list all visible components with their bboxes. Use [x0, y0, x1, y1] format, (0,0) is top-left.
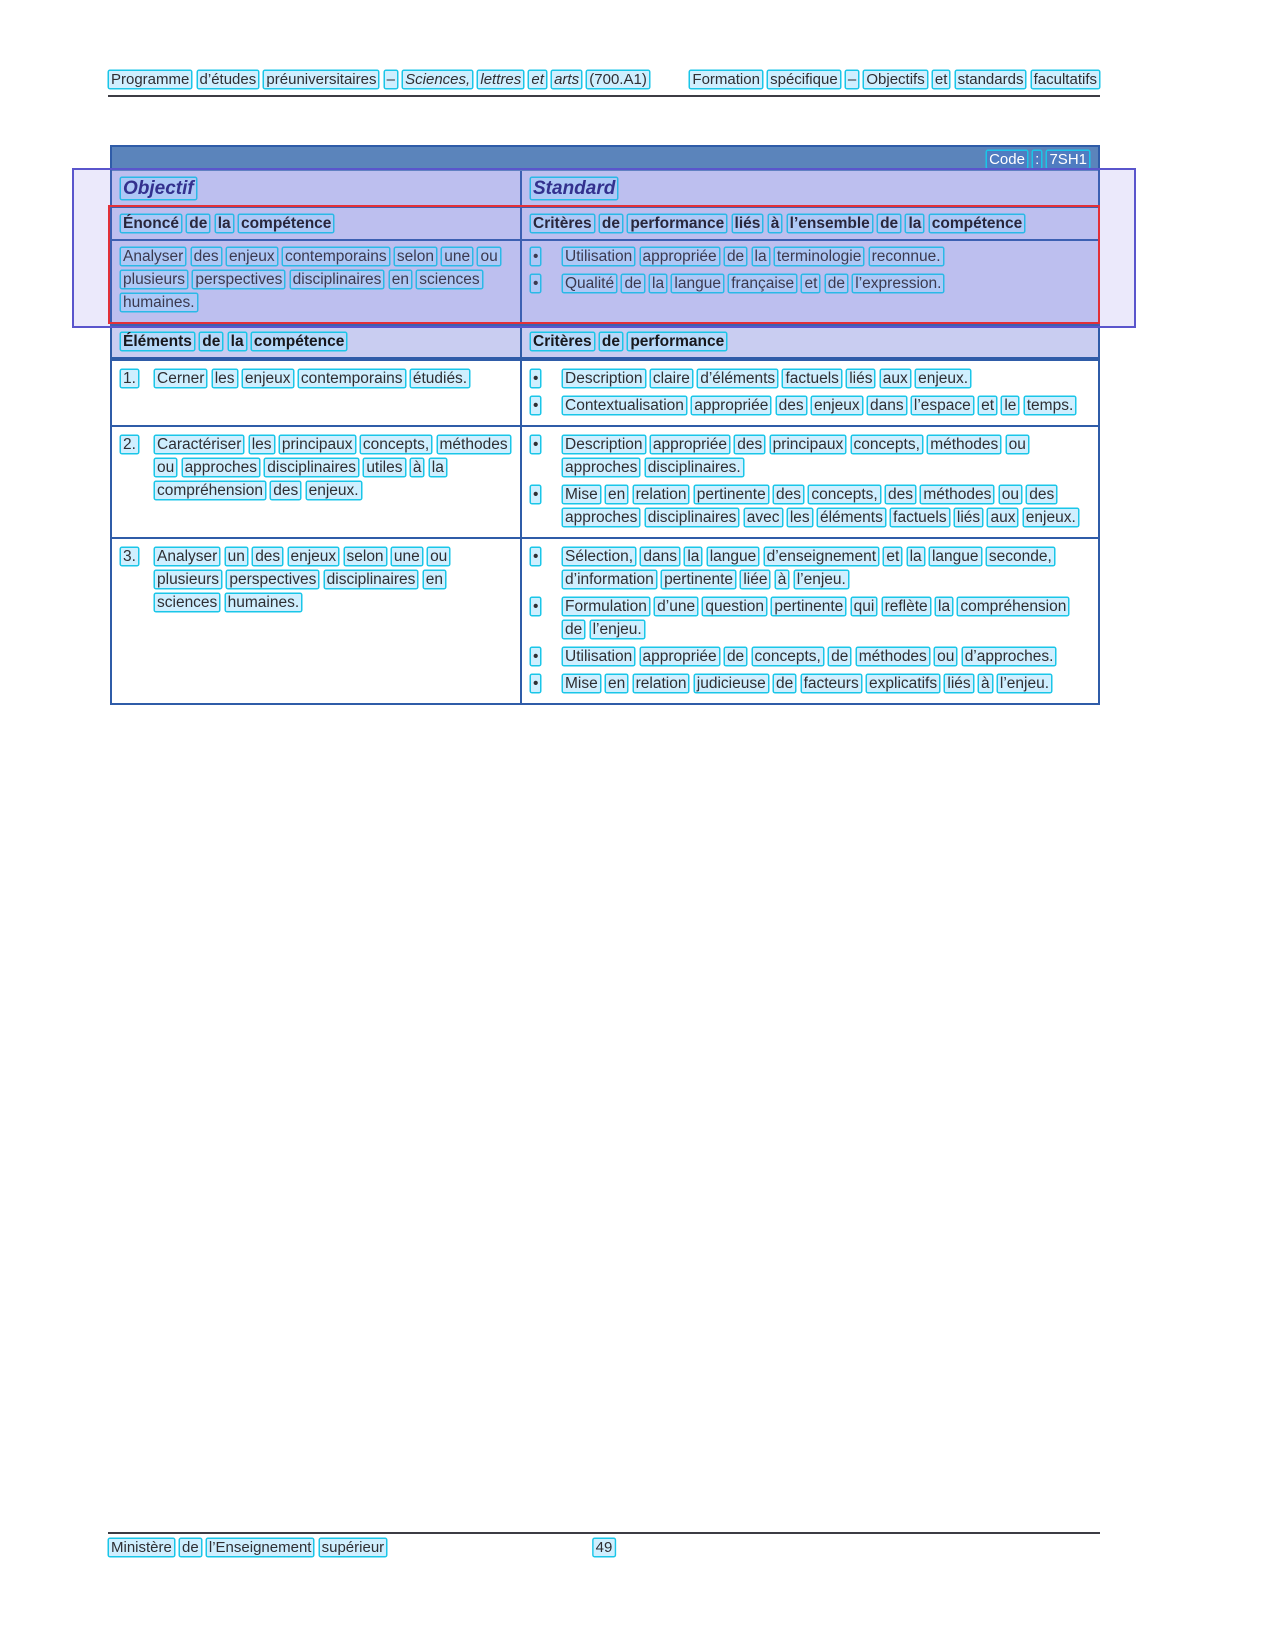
bullet-icon: •	[533, 436, 539, 453]
elements-header-row	[112, 324, 1098, 359]
element-cell	[112, 361, 520, 425]
critere-text: Description claire d’éléments factuels liés aux enjeux.	[565, 370, 969, 387]
bullet-icon: •	[533, 275, 539, 292]
criteres-cell	[520, 427, 1098, 537]
critere-text: Qualité de la langue française et de l’expression.	[565, 275, 942, 292]
criteres-header: Critères de performance	[520, 326, 1098, 357]
critere-item	[530, 433, 1090, 479]
critere-text: Mise en relation judicieuse de facteurs explicatifs liés à l’enjeu.	[565, 675, 1050, 692]
critere-item	[530, 645, 1090, 668]
element-text: Cerner les enjeux contemporains étudiés.	[157, 370, 468, 387]
critere-text: Utilisation appropriée de concepts, de méthodes ou d’approches.	[565, 648, 1054, 665]
critere-item	[530, 245, 1090, 268]
elements-header: Éléments de la compétence	[123, 333, 345, 350]
objectif-standard-region	[112, 171, 1098, 324]
col-header-objectif: Objectif	[123, 178, 194, 199]
critere-item	[530, 672, 1090, 695]
column-header-row	[112, 171, 1098, 206]
critere-text: Mise en relation pertinente des concepts, des méthodes ou des approches disciplinaires avec les éléments factuels liés aux enjeux.	[565, 486, 1076, 526]
critere-text: Contextualisation appropriée des enjeux dans l’espace et le temps.	[565, 397, 1074, 414]
bullet-icon: •	[533, 397, 539, 414]
header-left-pre: Programme d’études préuniversitaires –	[111, 71, 395, 88]
criteres-ensemble-header: Critères de performance liés à l’ensemble de la compétence	[520, 208, 1098, 239]
critere-text: Description appropriée des principaux concepts, méthodes ou approches disciplinaires.	[565, 436, 1026, 476]
element-number: 3.	[123, 548, 136, 565]
element-cell	[112, 427, 520, 537]
bullet-icon: •	[533, 486, 539, 503]
bullet-icon: •	[533, 548, 539, 565]
element-text: Caractériser les principaux concepts, méthodes ou approches disciplinaires utiles à la compréhension des enjeux.	[157, 436, 508, 499]
critere-item	[530, 483, 1090, 529]
competence-table	[110, 145, 1100, 705]
enonce-text: Analyser des enjeux contemporains selon une ou plusieurs perspectives disciplinaires en sciences humaines.	[123, 248, 498, 311]
enonce-body-row	[112, 241, 1098, 324]
element-row	[112, 425, 1098, 537]
element-number: 2.	[123, 436, 136, 453]
col-header-standard: Standard	[520, 171, 1098, 206]
critere-item	[530, 367, 1090, 390]
bullet-icon: •	[533, 648, 539, 665]
element-row	[112, 359, 1098, 425]
critere-item	[530, 595, 1090, 641]
element-row	[112, 537, 1098, 703]
criteres-ensemble-list	[520, 241, 1098, 324]
bullet-icon: •	[533, 370, 539, 387]
bullet-icon: •	[533, 675, 539, 692]
critere-item	[530, 545, 1090, 591]
element-cell	[112, 539, 520, 703]
enonce-section	[112, 206, 1098, 324]
critere-text: Utilisation appropriée de la terminologie reconnue.	[565, 248, 941, 265]
critere-text: Formulation d’une question pertinente qui reflète la compréhension de l’enjeu.	[565, 598, 1067, 638]
critere-text: Sélection, dans la langue d’enseignement et la langue seconde, d’information pertinente liée à l’enjeu.	[565, 548, 1052, 588]
critere-item	[530, 272, 1090, 295]
footer-ministry: Ministère de l’Enseignement supérieur	[111, 1539, 385, 1556]
page-footer	[108, 1532, 1100, 1556]
element-text: Analyser un des enjeux selon une ou plusieurs perspectives disciplinaires en sciences humaines.	[157, 548, 448, 611]
criteres-cell	[520, 539, 1098, 703]
header-left-italic: Sciences, lettres et arts	[405, 71, 580, 88]
header-right: Formation spécifique – Objectifs et standards facultatifs	[692, 71, 1097, 88]
enonce-header-row	[112, 206, 1098, 241]
criteres-cell	[520, 361, 1098, 425]
header-left	[108, 70, 650, 90]
code-bar	[112, 147, 1098, 171]
code-badge: Code : 7SH1	[989, 150, 1087, 168]
bullet-icon: •	[533, 598, 539, 615]
footer-page-number: 49	[595, 1539, 613, 1556]
element-number: 1.	[123, 370, 136, 387]
critere-item	[530, 394, 1090, 417]
header-left-post: (700.A1)	[589, 71, 647, 88]
enonce-header: Énoncé de la compétence	[123, 215, 332, 232]
bullet-icon: •	[533, 248, 539, 265]
page-header	[108, 70, 1100, 97]
